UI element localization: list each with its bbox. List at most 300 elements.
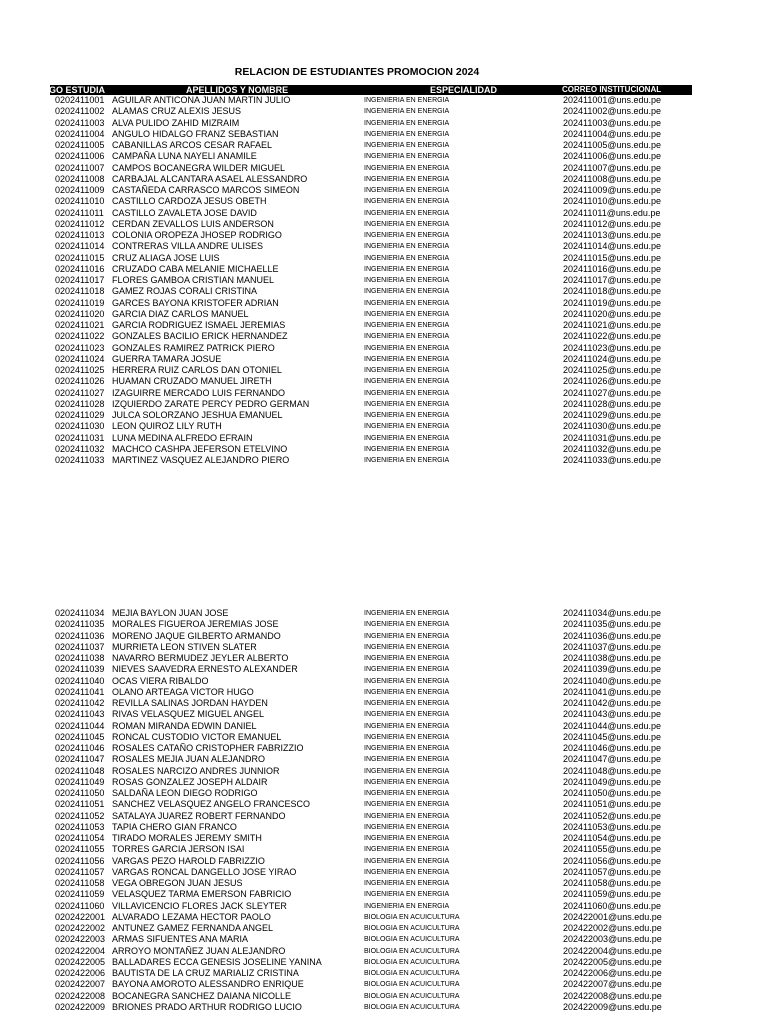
student-name: MURRIETA LEON STIVEN SLATER — [112, 641, 257, 652]
student-code: 0202422008 — [55, 990, 106, 1001]
table-row — [0, 151, 768, 162]
student-specialty: INGENIERIA EN ENERGIA — [364, 108, 450, 116]
student-code: 0202422002 — [55, 923, 106, 933]
student-name: GAMEZ ROJAS CORALI CRISTINA — [112, 286, 258, 297]
student-code: 0202411003 — [55, 117, 105, 128]
student-email: 202411038@uns.edu.pe — [563, 653, 662, 663]
table-row — [0, 777, 768, 788]
student-specialty: INGENIERIA EN ENERGIA — [364, 142, 450, 149]
student-email: 202411032@uns.edu.pe — [563, 443, 662, 454]
table-row — [0, 811, 768, 822]
table-row — [0, 129, 768, 140]
student-specialty: INGENIERIA EN ENERGIA — [364, 812, 450, 820]
student-code: 0202411042 — [55, 698, 105, 708]
student-specialty: INGENIERIA EN ENERGIA — [364, 220, 450, 228]
student-email: 202411046@uns.edu.pe — [563, 743, 662, 753]
student-name: CASTILLO CARDOZA JESUS OBETH — [112, 196, 267, 207]
student-specialty: INGENIERIA EN ENERGIA — [364, 778, 450, 786]
student-code: 0202411044 — [55, 720, 105, 731]
table-row — [0, 856, 768, 867]
table-row — [0, 399, 768, 410]
table-row — [0, 833, 768, 844]
student-email: 202411031@uns.edu.pe — [563, 432, 662, 443]
student-code: 0202411040 — [55, 675, 105, 686]
student-email: 202411051@uns.edu.pe — [563, 799, 662, 810]
student-email: 202411043@uns.edu.pe — [563, 709, 662, 720]
student-code: 0202411054 — [55, 833, 105, 843]
student-code: 0202411026 — [55, 376, 105, 387]
student-email: 202411050@uns.edu.pe — [563, 788, 662, 798]
student-name: GONZALES BACILIO ERICK HERNANDEZ — [112, 331, 288, 342]
student-email: 202411023@uns.edu.pe — [563, 342, 662, 353]
student-specialty: INGENIERIA EN ENERGIA — [364, 434, 450, 442]
student-table-block-1 — [0, 95, 768, 466]
student-specialty: BIOLOGIA EN ACUICULTURA — [364, 925, 460, 932]
column-header-specialty: ESPECIALIDAD — [430, 85, 498, 95]
student-specialty: INGENIERIA EN ENERGIA — [364, 333, 450, 341]
student-name: LUNA MEDINA ALFREDO EFRAIN — [112, 432, 253, 443]
student-code: 0202411052 — [55, 810, 105, 821]
student-specialty: INGENIERIA EN ENERGIA — [364, 711, 450, 719]
student-email: 202422004@uns.edu.pe — [563, 945, 662, 956]
student-email: 202411048@uns.edu.pe — [563, 765, 662, 776]
student-email: 202411007@uns.edu.pe — [563, 162, 662, 173]
student-code: 0202411016 — [55, 263, 105, 274]
student-specialty: INGENIERIA EN ENERGIA — [364, 164, 450, 172]
table-row — [0, 219, 768, 230]
student-email: 202411033@uns.edu.pe — [563, 455, 662, 465]
student-specialty: INGENIERIA EN ENERGIA — [364, 378, 450, 386]
student-code: 0202411059 — [55, 889, 105, 900]
student-email: 202411045@uns.edu.pe — [563, 731, 662, 742]
table-row — [0, 106, 768, 117]
student-email: 202411016@uns.edu.pe — [563, 263, 662, 274]
student-code: 0202411051 — [55, 799, 105, 810]
table-row — [0, 140, 768, 151]
student-specialty: INGENIERIA EN ENERGIA — [364, 801, 450, 809]
student-name: TAPIA CHERO GIAN FRANCO — [112, 821, 237, 832]
student-code: 0202411018 — [55, 286, 105, 297]
student-specialty: BIOLOGIA EN ACUICULTURA — [364, 913, 460, 921]
student-name: TORRES GARCIA JERSON ISAI — [112, 844, 245, 855]
student-specialty: INGENIERIA EN ENERGIA — [364, 767, 450, 775]
student-name: ALAMAS CRUZ ALEXIS JESUS — [112, 106, 242, 117]
student-code: 0202411023 — [55, 342, 105, 353]
student-name: NIEVES SAAVEDRA ERNESTO ALEXANDER — [112, 664, 298, 675]
table-row — [0, 410, 768, 421]
student-specialty: INGENIERIA EN ENERGIA — [364, 700, 450, 707]
student-email: 202411040@uns.edu.pe — [563, 675, 662, 686]
student-code: 0202411009 — [55, 185, 105, 195]
student-name: ROMAN MIRANDA EDWIN DANIEL — [112, 720, 257, 731]
student-name: SATALAYA JUAREZ ROBERT FERNANDO — [112, 810, 286, 821]
student-name: CRUZ ALIAGA JOSE LUIS — [112, 252, 220, 263]
student-specialty: INGENIERIA EN ENERGIA — [364, 846, 450, 854]
student-code: 0202411034 — [55, 608, 105, 618]
student-email: 202411011@uns.edu.pe — [563, 207, 661, 218]
student-code: 0202411002 — [55, 106, 105, 117]
student-email: 202411018@uns.edu.pe — [563, 286, 662, 297]
student-specialty: INGENIERIA EN ENERGIA — [364, 835, 450, 842]
column-header-email: CORREO INSTITUCIONAL — [562, 85, 662, 94]
student-code: 0202411035 — [55, 619, 105, 630]
student-code: 0202411033 — [55, 455, 105, 465]
table-row — [0, 275, 768, 286]
student-code: 0202411015 — [55, 252, 105, 263]
student-name: NAVARRO BERMUDEZ JEYLER ALBERTO — [112, 653, 289, 663]
student-code: 0202422009 — [55, 1001, 106, 1012]
table-row — [0, 653, 768, 664]
student-name: MORENO JAQUE GILBERTO ARMANDO — [112, 630, 281, 641]
student-name: ANGULO HIDALGO FRANZ SEBASTIAN — [112, 128, 279, 139]
student-specialty: INGENIERIA EN ENERGIA — [364, 868, 450, 876]
student-email: 202411004@uns.edu.pe — [563, 128, 662, 139]
student-email: 202411034@uns.edu.pe — [563, 608, 662, 618]
student-code: 0202411055 — [55, 844, 105, 855]
table-row — [0, 455, 768, 466]
student-code: 0202422003 — [55, 934, 106, 945]
student-email: 202422006@uns.edu.pe — [563, 968, 662, 978]
student-code: 0202411004 — [55, 128, 105, 139]
student-specialty: INGENIERIA EN ENERGIA — [364, 344, 450, 352]
student-specialty: INGENIERIA EN ENERGIA — [364, 823, 450, 831]
table-row — [0, 709, 768, 720]
student-code: 0202411027 — [55, 387, 105, 398]
student-specialty: INGENIERIA EN ENERGIA — [364, 254, 450, 262]
student-email: 202411036@uns.edu.pe — [563, 630, 662, 641]
student-name: CAMPAÑA LUNA NAYELI ANAMILE — [112, 151, 257, 162]
table-row — [0, 365, 768, 376]
student-specialty: INGENIERIA EN ENERGIA — [364, 745, 450, 752]
student-specialty: INGENIERIA EN ENERGIA — [364, 891, 450, 899]
student-email: 202422003@uns.edu.pe — [563, 934, 662, 945]
student-email: 202411015@uns.edu.pe — [563, 252, 662, 263]
student-email: 202411058@uns.edu.pe — [563, 878, 662, 888]
student-specialty: BIOLOGIA EN ACUICULTURA — [364, 1003, 460, 1011]
student-specialty: BIOLOGIA EN ACUICULTURA — [364, 947, 460, 955]
student-code: 0202411020 — [55, 308, 105, 319]
student-name: VARGAS PEZO HAROLD FABRIZZIO — [112, 855, 265, 866]
student-name: BOCANEGRA SANCHEZ DAIANA NICOLLE — [112, 990, 292, 1001]
student-specialty: INGENIERIA EN ENERGIA — [364, 367, 450, 374]
student-email: 202411025@uns.edu.pe — [563, 365, 662, 375]
student-name: CONTRERAS VILLA ANDRE ULISES — [112, 241, 264, 252]
student-name: JULCA SOLORZANO JESHUA EMANUEL — [112, 410, 283, 420]
student-name: BRIONES PRADO ARTHUR RODRIGO LUCIO — [112, 1001, 302, 1012]
student-email: 202411037@uns.edu.pe — [563, 641, 662, 652]
student-email: 202411057@uns.edu.pe — [563, 866, 662, 877]
document-title: RELACION DE ESTUDIANTES PROMOCION 2024 — [234, 66, 480, 78]
student-specialty: INGENIERIA EN ENERGIA — [364, 198, 450, 206]
table-row — [0, 264, 768, 275]
student-email: 202411054@uns.edu.pe — [563, 833, 662, 843]
student-name: ALVARADO LEZAMA HECTOR PAOLO — [112, 911, 271, 922]
student-code: 0202411030 — [55, 421, 105, 432]
table-row — [0, 721, 768, 732]
student-specialty: INGENIERIA EN ENERGIA — [364, 457, 450, 464]
student-email: 202411047@uns.edu.pe — [563, 754, 662, 765]
student-code: 0202422005 — [55, 956, 106, 967]
student-specialty: INGENIERIA EN ENERGIA — [364, 153, 450, 161]
student-specialty: INGENIERIA EN ENERGIA — [364, 175, 450, 183]
table-row — [0, 979, 768, 990]
student-email: 202411030@uns.edu.pe — [563, 421, 662, 432]
student-email: 202411008@uns.edu.pe — [563, 173, 662, 184]
student-name: BAUTISTA DE LA CRUZ MARIALIZ CRISTINA — [112, 968, 299, 978]
table-row — [0, 631, 768, 642]
student-specialty: INGENIERIA EN ENERGIA — [364, 632, 450, 640]
student-code: 0202411017 — [55, 275, 105, 285]
student-name: VILLAVICENCIO FLORES JACK SLEYTER — [112, 900, 287, 911]
student-specialty: BIOLOGIA EN ACUICULTURA — [364, 958, 460, 966]
table-row — [0, 331, 768, 342]
student-code: 0202411022 — [55, 331, 105, 342]
table-row — [0, 343, 768, 354]
table-row — [0, 208, 768, 219]
student-name: MACHCO CASHPA JEFERSON ETELVINO — [112, 443, 288, 454]
student-name: SANCHEZ VELASQUEZ ANGELO FRANCESCO — [112, 799, 311, 810]
student-name: BAYONA AMOROTO ALESSANDRO ENRIQUE — [112, 979, 304, 990]
student-specialty: INGENIERIA EN ENERGIA — [364, 412, 450, 419]
student-specialty: INGENIERIA EN ENERGIA — [364, 655, 450, 662]
student-name: CARBAJAL ALCANTARA ASAEL ALESSANDRO — [112, 173, 308, 184]
student-email: 202411060@uns.edu.pe — [563, 900, 662, 911]
student-code: 0202411031 — [55, 432, 105, 443]
student-code: 0202411056 — [55, 855, 105, 866]
student-specialty: INGENIERIA EN ENERGIA — [364, 389, 450, 397]
student-code: 0202411045 — [55, 731, 105, 742]
student-name: ARMAS SIFUENTES ANA MARIA — [112, 934, 249, 945]
student-email: 202411039@uns.edu.pe — [563, 664, 662, 675]
student-specialty: INGENIERIA EN ENERGIA — [364, 643, 450, 651]
student-code: 0202411032 — [55, 443, 105, 454]
student-specialty: INGENIERIA EN ENERGIA — [364, 209, 450, 217]
student-code: 0202411037 — [55, 641, 105, 652]
student-name: RONCAL CUSTODIO VICTOR EMANUEL — [112, 731, 282, 742]
student-specialty: INGENIERIA EN ENERGIA — [364, 880, 450, 887]
student-name: ROSALES NARCIZO ANDRES JUNNIOR — [112, 765, 280, 776]
table-row — [0, 1002, 768, 1013]
student-specialty: INGENIERIA EN ENERGIA — [364, 277, 450, 284]
student-name: ROSAS GONZALEZ JOSEPH ALDAIR — [112, 776, 268, 787]
student-name: CAMPOS BOCANEGRA WILDER MIGUEL — [112, 162, 286, 173]
student-code: 0202411036 — [55, 630, 105, 641]
student-code: 0202411029 — [55, 410, 105, 420]
student-code: 0202411047 — [55, 754, 105, 765]
student-name: GUERRA TAMARA JOSUE — [112, 353, 222, 364]
table-header — [40, 85, 692, 95]
student-name: TIRADO MORALES JEREMY SMITH — [112, 833, 262, 843]
student-code: 0202411053 — [55, 821, 105, 832]
table-row — [0, 230, 768, 241]
student-name: GARCIA DIAZ CARLOS MANUEL — [112, 308, 249, 319]
table-row — [0, 957, 768, 968]
student-code: 0202411050 — [55, 788, 105, 798]
student-specialty: INGENIERIA EN ENERGIA — [364, 621, 450, 629]
student-specialty: INGENIERIA EN ENERGIA — [364, 445, 450, 453]
student-email: 202411059@uns.edu.pe — [563, 889, 662, 900]
student-code: 0202411058 — [55, 878, 105, 888]
table-row — [0, 608, 768, 619]
student-email: 202411017@uns.edu.pe — [563, 275, 662, 285]
student-email: 202411009@uns.edu.pe — [563, 185, 662, 195]
table-row — [0, 309, 768, 320]
table-row — [0, 196, 768, 207]
student-name: BALLADARES ECCA GENESIS JOSELINE YANINA — [112, 956, 322, 967]
student-specialty: INGENIERIA EN ENERGIA — [364, 310, 450, 318]
table-row — [0, 889, 768, 900]
table-row — [0, 185, 768, 196]
student-email: 202411041@uns.edu.pe — [563, 686, 662, 697]
table-row — [0, 754, 768, 765]
student-name: VELASQUEZ TARMA EMERSON FABRICIO — [112, 889, 292, 900]
student-email: 202411006@uns.edu.pe — [563, 151, 662, 162]
student-code: 0202422001 — [55, 911, 106, 922]
student-name: MARTINEZ VASQUEZ ALEJANDRO PIERO — [112, 455, 290, 465]
student-email: 202411055@uns.edu.pe — [563, 844, 662, 855]
student-code: 0202411011 — [55, 207, 104, 218]
student-name: MEJIA BAYLON JUAN JOSE — [112, 608, 229, 618]
table-row — [0, 732, 768, 743]
student-email: 202411002@uns.edu.pe — [563, 106, 662, 117]
student-email: 202411042@uns.edu.pe — [563, 698, 662, 708]
student-specialty: INGENIERIA EN ENERGIA — [364, 243, 450, 251]
student-email: 202422007@uns.edu.pe — [563, 979, 662, 990]
table-row — [0, 433, 768, 444]
student-email: 202411024@uns.edu.pe — [563, 353, 662, 364]
student-name: MORALES FIGUEROA JEREMIAS JOSE — [112, 619, 279, 630]
student-email: 202411027@uns.edu.pe — [563, 387, 662, 398]
table-row — [0, 376, 768, 387]
student-email: 202422005@uns.edu.pe — [563, 956, 662, 967]
student-code: 0202411021 — [55, 320, 105, 330]
table-row — [0, 95, 768, 106]
student-code: 0202411019 — [55, 297, 105, 308]
student-specialty: INGENIERIA EN ENERGIA — [364, 97, 450, 104]
student-name: SALDAÑA LEON DIEGO RODRIGO — [112, 788, 258, 798]
student-specialty: INGENIERIA EN ENERGIA — [364, 688, 450, 696]
student-code: 0202411025 — [55, 365, 105, 375]
student-specialty: BIOLOGIA EN ACUICULTURA — [364, 981, 460, 989]
student-specialty: INGENIERIA EN ENERGIA — [364, 322, 450, 329]
table-row — [0, 298, 768, 309]
student-email: 202422009@uns.edu.pe — [563, 1001, 662, 1012]
student-email: 202411020@uns.edu.pe — [563, 308, 662, 319]
student-specialty: INGENIERIA EN ENERGIA — [364, 677, 450, 685]
table-row — [0, 320, 768, 331]
table-row — [0, 867, 768, 878]
student-specialty: INGENIERIA EN ENERGIA — [364, 902, 450, 910]
table-row — [0, 687, 768, 698]
student-specialty: INGENIERIA EN ENERGIA — [364, 119, 450, 127]
student-code: 0202411008 — [55, 173, 105, 184]
student-specialty: INGENIERIA EN ENERGIA — [364, 423, 450, 431]
student-name: HERRERA RUIZ CARLOS DAN OTONIEL — [112, 365, 282, 375]
student-code: 0202422006 — [55, 968, 106, 978]
student-email: 202411056@uns.edu.pe — [563, 855, 662, 866]
column-header-name: APELLIDOS Y NOMBRE — [186, 85, 289, 95]
student-name: AGUILAR ANTICONA JUAN MARTIN JULIO — [112, 95, 291, 105]
student-specialty: INGENIERIA EN ENERGIA — [364, 666, 450, 674]
student-code: 0202411060 — [55, 900, 105, 911]
student-specialty: INGENIERIA EN ENERGIA — [364, 355, 450, 363]
student-email: 202411029@uns.edu.pe — [563, 410, 662, 420]
table-row — [0, 619, 768, 630]
student-name: ROSALES MEJIA JUAN ALEJANDRO — [112, 754, 266, 765]
student-name: GARCIA RODRIGUEZ ISMAEL JEREMIAS — [112, 320, 286, 330]
table-row — [0, 118, 768, 129]
table-row — [0, 444, 768, 455]
table-row — [0, 388, 768, 399]
student-code: 0202411043 — [55, 709, 105, 720]
table-row — [0, 799, 768, 810]
student-code: 0202411006 — [55, 151, 105, 162]
table-row — [0, 844, 768, 855]
student-specialty: INGENIERIA EN ENERGIA — [364, 299, 450, 307]
table-row — [0, 698, 768, 709]
table-row — [0, 241, 768, 252]
table-row — [0, 822, 768, 833]
student-code: 0202411007 — [55, 162, 105, 173]
student-name: GONZALES RAMIREZ PATRICK PIERO — [112, 342, 275, 353]
student-specialty: INGENIERIA EN ENERGIA — [364, 187, 450, 194]
student-email: 202411044@uns.edu.pe — [563, 720, 662, 731]
student-specialty: INGENIERIA EN ENERGIA — [364, 288, 450, 296]
table-row — [0, 934, 768, 945]
student-code: 0202411049 — [55, 776, 105, 787]
table-row — [0, 286, 768, 297]
table-row — [0, 766, 768, 777]
student-name: CRUZADO CABA MELANIE MICHAELLE — [112, 263, 279, 274]
student-name: VEGA OBREGON JUAN JESUS — [112, 878, 243, 888]
student-email: 202411010@uns.edu.pe — [563, 196, 662, 207]
student-name: REVILLA SALINAS JORDAN HAYDEN — [112, 698, 268, 708]
table-row — [0, 878, 768, 889]
student-code: 0202411041 — [55, 686, 105, 697]
student-name: LEON QUIROZ LILY RUTH — [112, 421, 222, 432]
table-row — [0, 676, 768, 687]
student-specialty: INGENIERIA EN ENERGIA — [364, 790, 450, 797]
student-code: 0202411038 — [55, 653, 105, 663]
student-name: ROSALES CATAÑO CRISTOPHER FABRIZZIO — [112, 743, 304, 753]
student-email: 202411028@uns.edu.pe — [563, 398, 662, 409]
student-name: IZQUIERDO ZARATE PERCY PEDRO GERMAN — [112, 398, 310, 409]
student-name: VARGAS RONCAL DANGELLO JOSE YIRAO — [112, 866, 297, 877]
student-email: 202411053@uns.edu.pe — [563, 821, 662, 832]
table-row — [0, 968, 768, 979]
student-email: 202411019@uns.edu.pe — [563, 297, 662, 308]
student-code: 0202411048 — [55, 765, 105, 776]
student-name: CERDAN ZEVALLOS LUIS ANDERSON — [112, 218, 274, 229]
student-email: 202422002@uns.edu.pe — [563, 923, 662, 933]
student-code: 0202411010 — [55, 196, 105, 207]
student-email: 202411052@uns.edu.pe — [563, 810, 662, 821]
student-specialty: INGENIERIA EN ENERGIA — [364, 722, 450, 730]
table-row — [0, 253, 768, 264]
student-name: CASTILLO ZAVALETA JOSE DAVID — [112, 207, 257, 218]
student-name: OLANO ARTEAGA VICTOR HUGO — [112, 686, 254, 697]
table-row — [0, 421, 768, 432]
student-email: 202411049@uns.edu.pe — [563, 776, 662, 787]
student-code: 0202411005 — [55, 140, 105, 150]
student-specialty: INGENIERIA EN ENERGIA — [364, 265, 450, 273]
student-code: 0202411057 — [55, 866, 105, 877]
student-specialty: BIOLOGIA EN ACUICULTURA — [364, 936, 460, 944]
table-row — [0, 923, 768, 934]
student-name: CABANILLAS ARCOS CESAR RAFAEL — [112, 140, 273, 150]
column-header-code: DIGO ESTUDIA — [40, 85, 106, 95]
student-specialty: INGENIERIA EN ENERGIA — [364, 756, 450, 764]
